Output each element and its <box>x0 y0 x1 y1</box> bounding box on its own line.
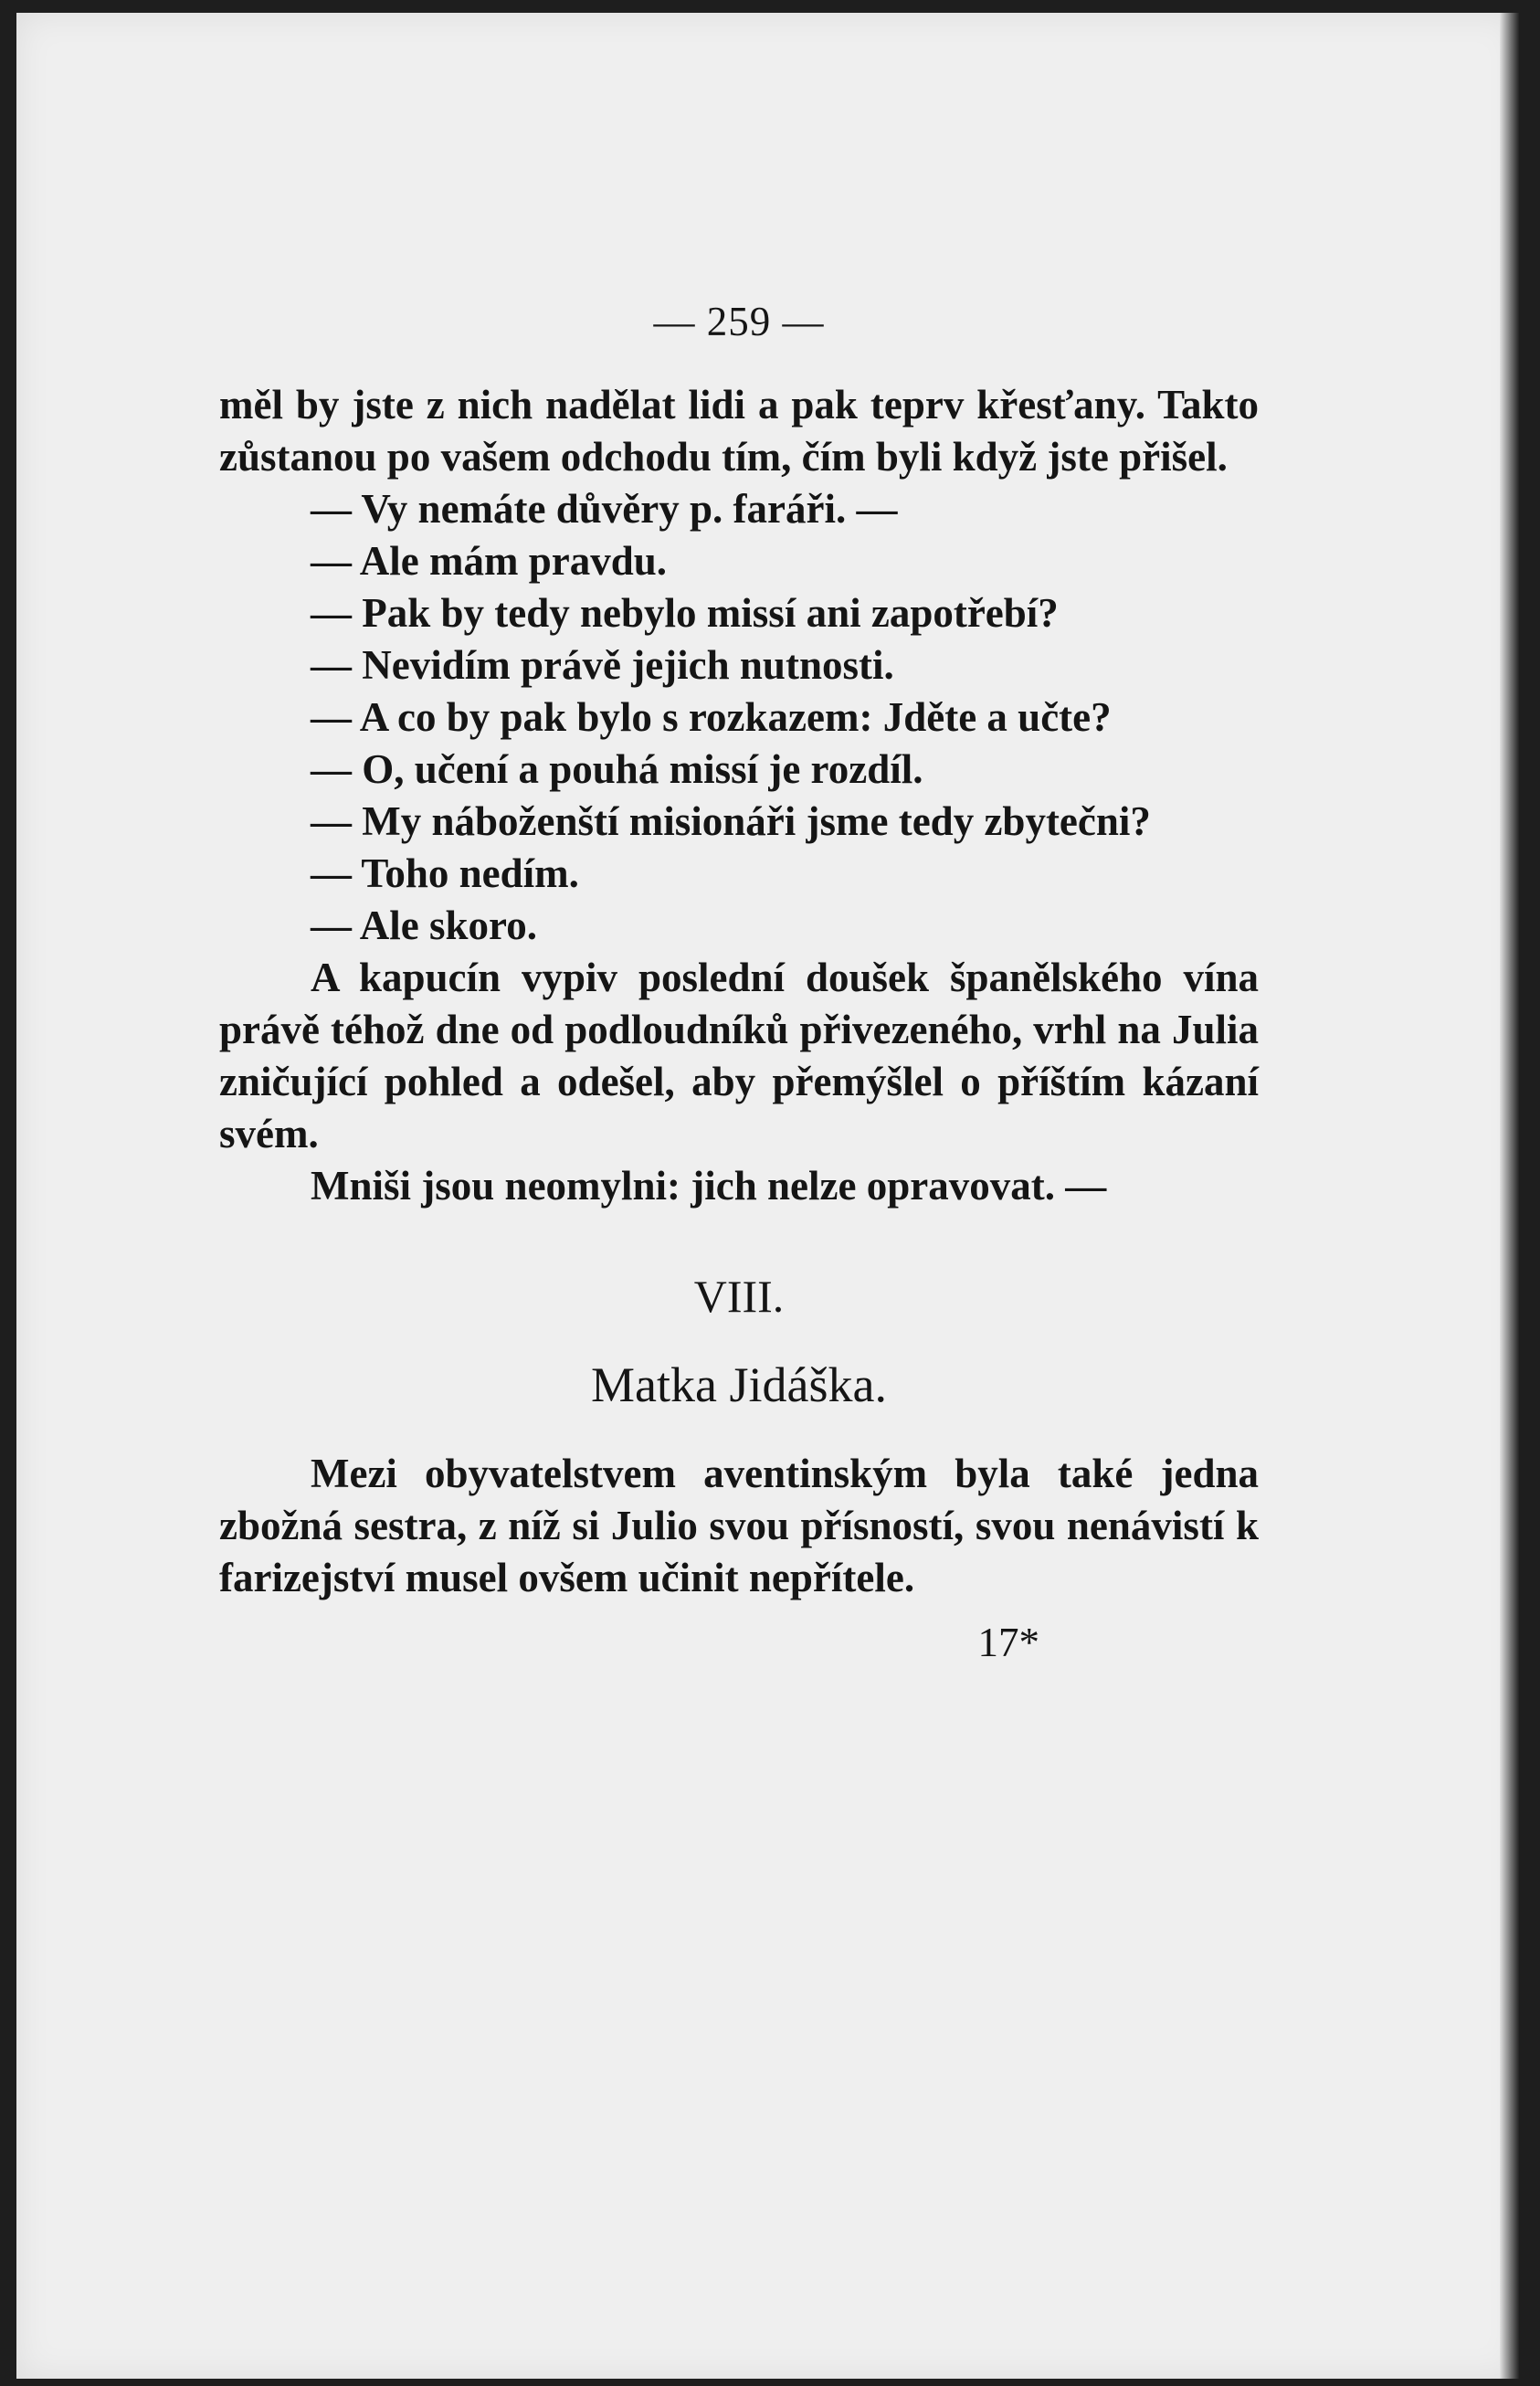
paragraph: Mezi obyvatelstvem aventinským byla také jedna zbožná sestra, z níž si Julio svou přísností, svou nenávistí k farizejství musel ovšem učinit nepřítele. <box>219 1451 1259 1600</box>
paragraph: měl by jste z nich nadělat lidi a pak teprv křesťany. Takto zůstanou po vašem odchodu tím, čím byli když jste přišel. <box>219 382 1259 480</box>
text-block <box>219 296 1259 1669</box>
paragraph: Mniši jsou neomylni: jich nelze opravovat. — <box>311 1163 1107 1209</box>
page-binding-shadow <box>1500 13 1520 2379</box>
dialogue-line: — Ale skoro. <box>311 903 537 948</box>
book-page <box>16 13 1520 2379</box>
page-number: — 259 — <box>653 299 825 344</box>
dialogue-line: — A co by pak bylo s rozkazem: Jděte a učte? <box>311 694 1112 740</box>
chapter-title: Matka Jidáška. <box>591 1357 887 1412</box>
dialogue-line: — Vy nemáte důvěry p. faráři. — <box>311 486 898 532</box>
chapter-number: VIII. <box>693 1271 785 1322</box>
dialogue-line: — Pak by tedy nebylo missí ani zapotřebí? <box>311 590 1059 636</box>
dialogue-line: — Ale mám pravdu. <box>311 538 668 584</box>
paragraph: A kapucín vypiv poslední doušek španělského vína právě téhož dne od podloudníků přivezeného, vrhl na Julia zničující pohled a odešel, aby přemýšlel o příštím kázaní svém. <box>219 955 1259 1156</box>
dialogue-line: — Nevidím právě jejich nutnosti. <box>311 642 894 688</box>
dialogue-line: — O, učení a pouhá missí je rozdíl. <box>311 746 923 792</box>
dialogue-line: — My náboženští misionáři jsme tedy zbytečni? <box>311 798 1151 844</box>
dialogue-line: — Toho nedím. <box>311 850 579 896</box>
printer-signature: 17* <box>977 1620 1039 1665</box>
